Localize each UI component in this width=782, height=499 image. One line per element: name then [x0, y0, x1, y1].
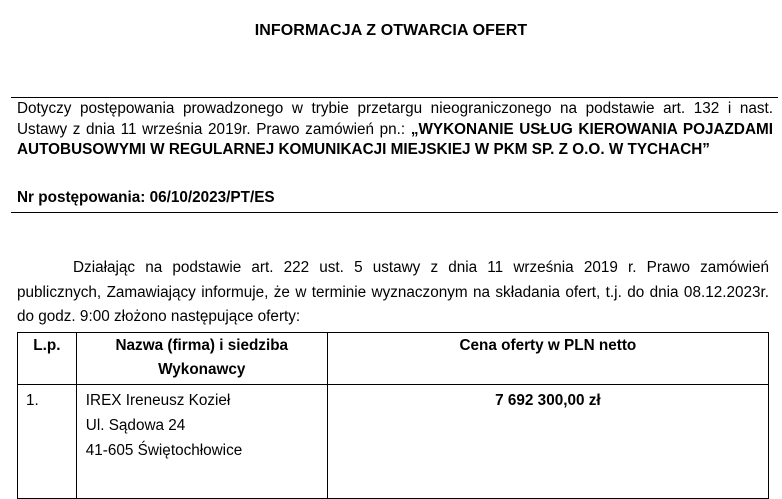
cell-contractor — [76, 385, 327, 499]
cell-offer-price: 7 692 300,00 zł — [327, 385, 768, 499]
subject-intro-text: Dotyczy postępowania prowadzonego w trybie przetargu nieograniczonego na podstawie art. 132 i nast. Ustawy z dnia 11 września 2019r. Prawo zamówień pn.: — [17, 100, 773, 138]
table-row — [18, 385, 769, 499]
contractor-city: 41-605 Świętochłowice — [85, 442, 243, 459]
document-title: INFORMACJA Z OTWARCIA OFERT — [254, 22, 528, 39]
cell-lp: 1. — [18, 385, 77, 499]
offers-table — [17, 332, 769, 499]
contractor-street: Ul. Sądowa 24 — [85, 417, 186, 434]
offers-table-header-row — [18, 333, 769, 385]
subject-contract-name: „WYKONANIE USŁUG KIEROWANIA POJAZDAMI AUTOBUSOWYMI W REGULARNEJ KOMUNIKACJI MIEJSKIEJ W PKM SP. Z O.O. W TYCHACH” — [17, 120, 773, 158]
header-offer-price: Cena oferty w PLN netto — [327, 333, 768, 385]
contractor-name: IREX Ireneusz Kozieł — [85, 392, 231, 409]
header-contractor-name: Nazwa (firma) i siedziba Wykonawcy — [76, 333, 327, 385]
subject-box — [11, 97, 778, 213]
header-lp: L.p. — [18, 333, 77, 385]
subject-text — [17, 99, 773, 161]
procedure-number: Nr postępowania: 06/10/2023/PT/ES — [17, 189, 275, 206]
intro-paragraph: Działając na podstawie art. 222 ust. 5 ustawy z dnia 11 września 2019 r. Prawo zamówień publicznych, Zamawiający informuje, że w terminie wyznaczonym na składania ofert, t.j. do dnia 08.12.2023r. do godz. 9:00 złożono następujące oferty: — [17, 259, 769, 325]
